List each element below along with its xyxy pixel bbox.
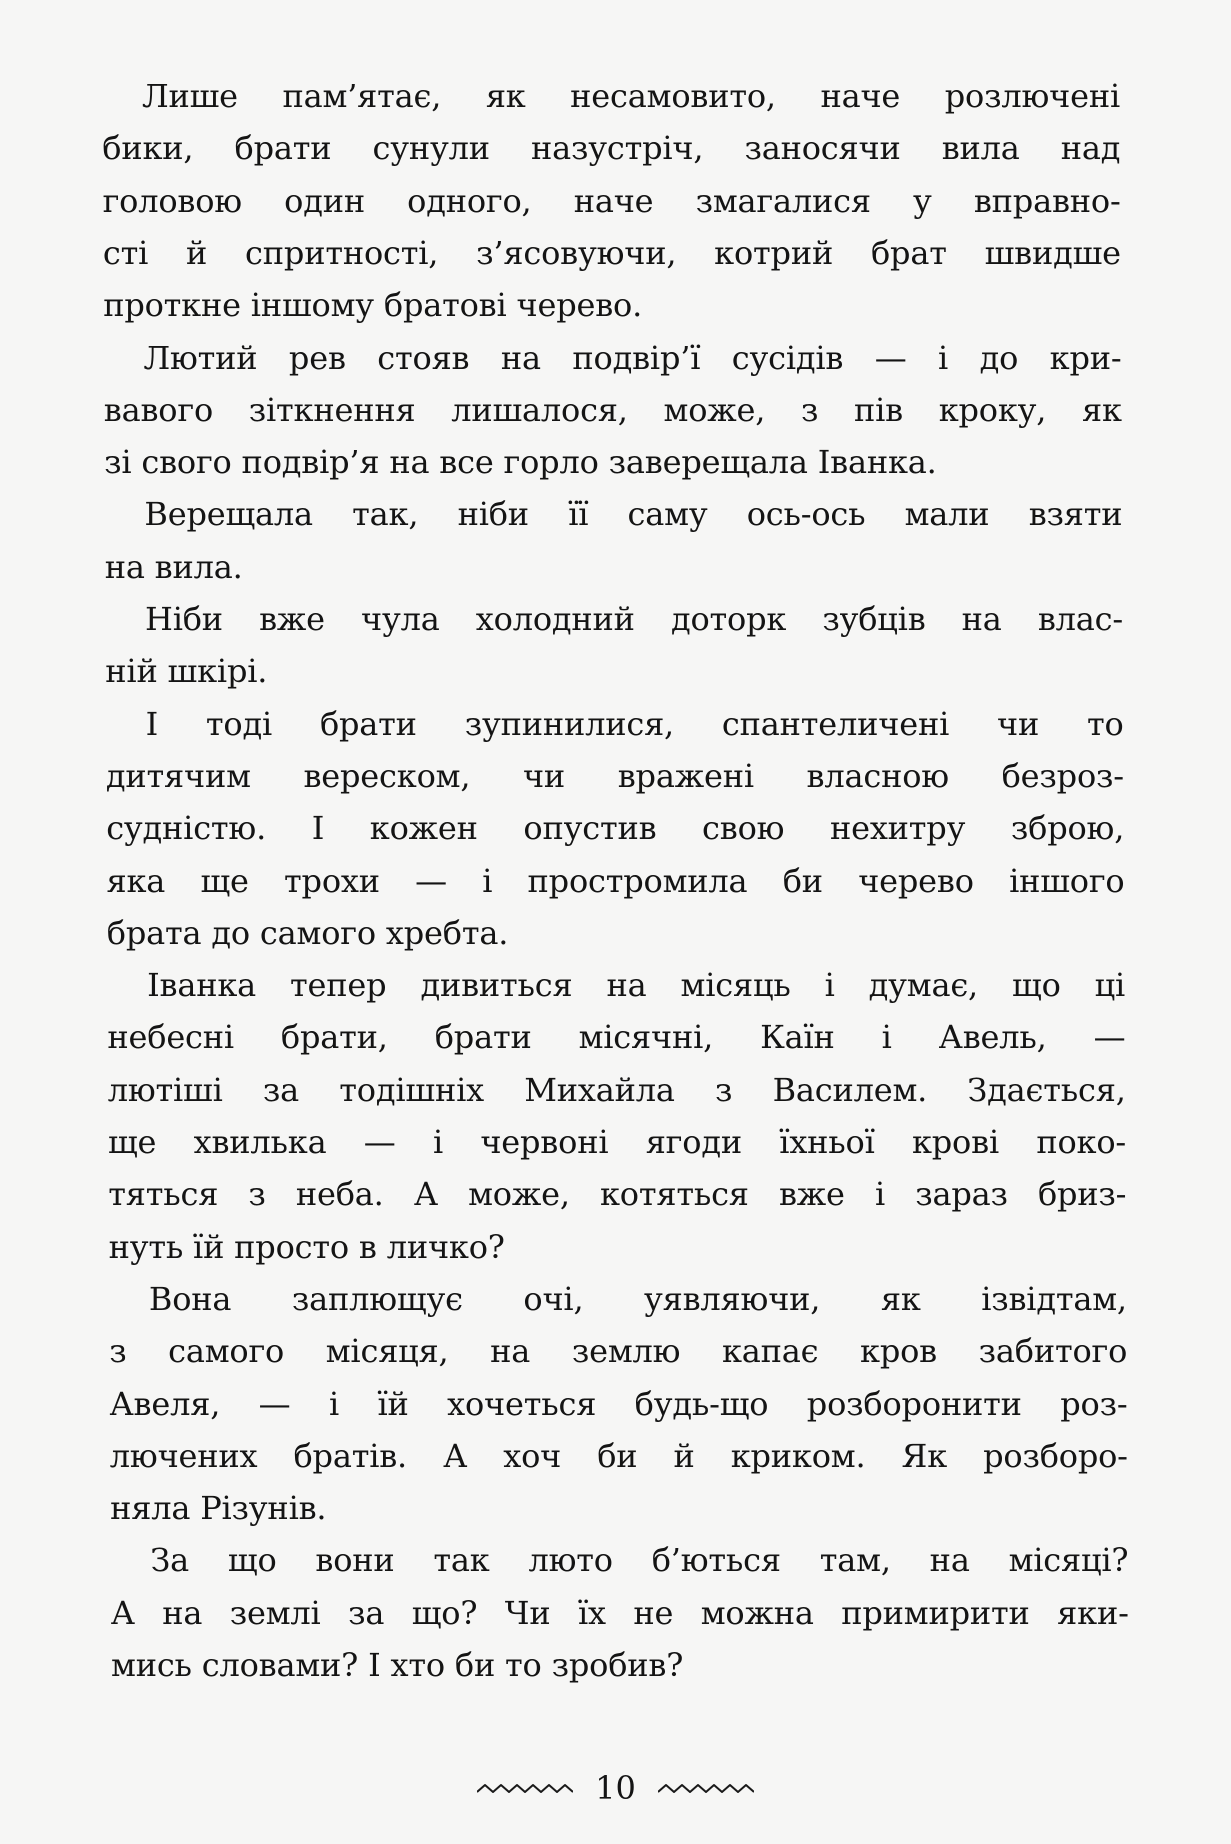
text-line: дитячим вереском, чи вражені власною безроз- xyxy=(105,756,1124,795)
text-line: І тоді брати зупинилися, спантеличені чи то xyxy=(145,704,1124,743)
page-number: 10 xyxy=(595,1769,636,1807)
text-line: судністю. І кожен опустив свою нехитру зброю, xyxy=(106,809,1125,848)
text-line: зі свого подвір’я на все горло заверещала Іванка. xyxy=(104,443,937,482)
text-line: сті й спритності, з’ясовуючи, котрий брат швидше xyxy=(102,233,1121,272)
text-line: няла Різунів. xyxy=(110,1489,327,1528)
text-line: Вона заплющує очі, уявляючи, як ізвідтам, xyxy=(148,1279,1127,1318)
text-line: лючених братів. А хоч би й криком. Як розборо- xyxy=(109,1436,1128,1475)
page-footer xyxy=(0,1766,1231,1810)
text-line: брата до самого хребта. xyxy=(106,913,509,952)
text-line: Іванка тепер дивиться на місяць і думає, що ці xyxy=(147,966,1126,1005)
wavy-ornament-left-icon xyxy=(477,1780,573,1796)
wavy-ornament-right-icon xyxy=(658,1780,754,1796)
text-line: Лютий рев стояв на подвір’ї сусідів — і до кри- xyxy=(143,338,1122,377)
text-line: лютіші за тодішніх Михайла з Василем. Здається, xyxy=(107,1070,1126,1109)
text-line: небесні брати, брати місячні, Каїн і Авель, — xyxy=(107,1018,1126,1057)
text-line: Ніби вже чула холодний доторк зубців на влас- xyxy=(145,600,1123,638)
text-line: А на землі за що? Чи їх не можна примирити яки- xyxy=(110,1593,1129,1632)
text-line: За що вони так люто б’ються там, на місяці? xyxy=(150,1541,1129,1580)
text-line: ній шкірі. xyxy=(105,652,268,691)
text-line: Лише пам’ятає, як несамовито, наче розлючені xyxy=(142,77,1120,115)
text-line: яка ще трохи — і простромила би черево іншого xyxy=(106,861,1125,900)
text-line: нуть їй просто в личко? xyxy=(108,1227,505,1266)
text-line: ще хвилька — і червоні ягоди їхньої крові поко- xyxy=(108,1123,1126,1161)
text-line: вавого зіткнення лишалося, може, з пів кроку, як xyxy=(103,390,1122,429)
text-line: Верещала так, ніби її саму ось-ось мали взяти xyxy=(144,495,1123,534)
text-line: мись словами? І хто би то зробив? xyxy=(111,1646,684,1684)
text-line: проткне іншому братові черево. xyxy=(103,286,643,325)
text-line: з самого місяця, на землю капає кров забитого xyxy=(109,1332,1128,1371)
text-line: на вила. xyxy=(104,547,243,586)
text-line: головою один одного, наче змагалися у вправно- xyxy=(102,181,1121,220)
text-line: Авеля, — і їй хочеться будь-що розборонити роз- xyxy=(109,1384,1128,1423)
text-line: бики, брати сунули назустріч, заносячи вила над xyxy=(102,129,1121,168)
text-line: тяться з неба. А може, котяться вже і зараз бриз- xyxy=(108,1175,1127,1214)
